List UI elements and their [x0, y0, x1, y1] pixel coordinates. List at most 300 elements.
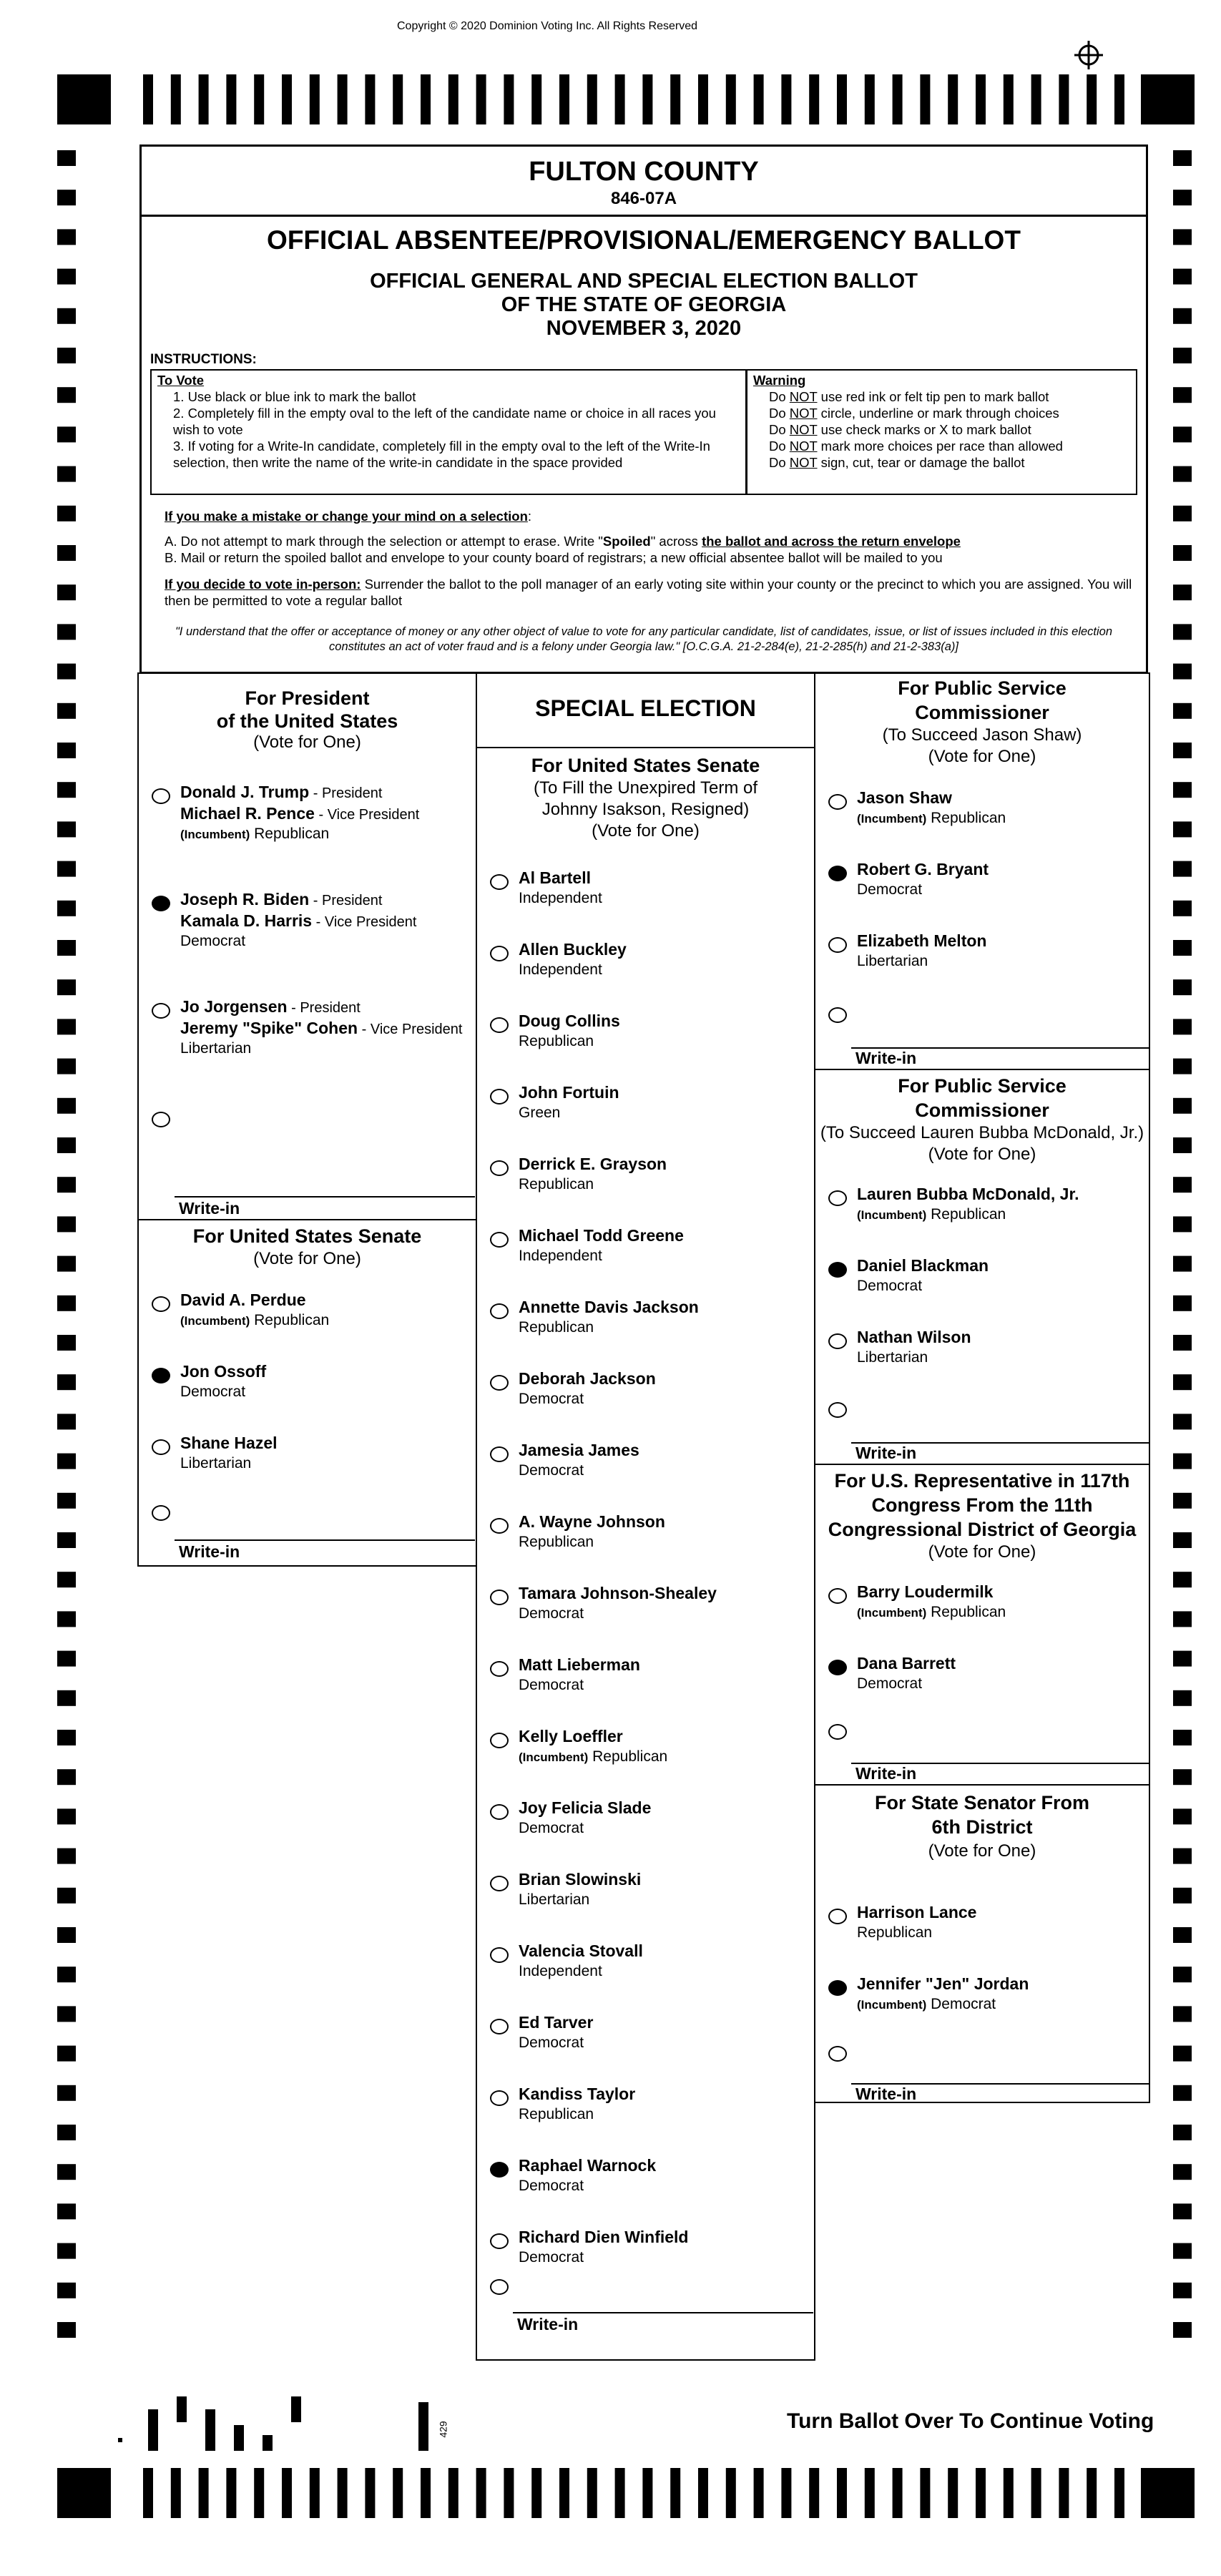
timing-mark	[57, 1611, 76, 1627]
vote-oval[interactable]	[152, 1296, 170, 1312]
candidate-party: Libertarian	[180, 1455, 252, 1471]
timing-mark	[421, 74, 431, 124]
candidate-party: Republican	[519, 1033, 594, 1049]
timing-mark	[1173, 782, 1192, 798]
candidate-name: Lauren Bubba McDonald, Jr.	[857, 1185, 1079, 1203]
timing-mark	[1173, 2046, 1192, 2062]
candidate-party: Democrat	[857, 881, 923, 898]
candidate-name: Jason Shaw	[857, 788, 952, 807]
timing-mark	[282, 74, 292, 124]
vote-oval[interactable]	[490, 1590, 509, 1605]
timing-mark	[1173, 1216, 1192, 1232]
vote-oval[interactable]	[490, 1876, 509, 1891]
candidate-party: Libertarian	[857, 953, 928, 969]
timing-mark	[57, 1572, 76, 1587]
timing-mark	[57, 1059, 76, 1074]
timing-mark	[1173, 1572, 1192, 1587]
timing-mark	[1031, 2468, 1041, 2518]
timing-mark	[1173, 1651, 1192, 1667]
timing-mark	[809, 2468, 819, 2518]
timing-mark	[57, 901, 76, 916]
candidate-row	[828, 1256, 1143, 1306]
timing-mark	[1173, 1730, 1192, 1745]
candidate-party: Democrat	[519, 2034, 584, 2051]
special-senate-sub-1: (To Fill the Unexpired Term of	[533, 778, 757, 798]
timing-mark	[726, 2468, 736, 2518]
write-in-oval[interactable]	[152, 1505, 170, 1521]
candidate-party: Libertarian	[519, 1891, 590, 1908]
timing-mark	[1173, 1256, 1192, 1272]
ballot-header	[139, 145, 1148, 674]
timing-mark	[1173, 940, 1192, 956]
running-mate-name: Michael R. Pence	[180, 804, 315, 823]
timing-mark	[1173, 703, 1192, 719]
write-in-label: Write-in	[855, 2085, 917, 2103]
candidate-row	[490, 1870, 805, 1920]
vote-oval[interactable]	[828, 1909, 847, 1924]
timing-mark	[754, 74, 764, 124]
timing-mark	[57, 2164, 76, 2180]
timing-mark	[57, 1335, 76, 1351]
vote-oval[interactable]	[828, 866, 847, 881]
timing-mark	[57, 1177, 76, 1192]
timing-mark	[57, 979, 76, 995]
timing-mark	[57, 584, 76, 600]
timing-mark	[338, 2468, 348, 2518]
right-timing-marks	[1173, 150, 1192, 2368]
timing-mark	[57, 150, 76, 166]
timing-mark	[57, 1374, 76, 1390]
vote-oval[interactable]	[490, 1947, 509, 1963]
write-in-label: Write-in	[517, 2315, 579, 2333]
candidate-party: (Incumbent) Republican	[180, 826, 330, 842]
candidate-party: Independent	[519, 961, 602, 978]
candidate-name: Nathan Wilson	[857, 1328, 971, 1346]
timing-mark	[1173, 1374, 1192, 1390]
candidate-name: Barry Loudermilk	[857, 1582, 994, 1601]
candidate-row	[828, 1654, 1143, 1704]
timing-mark	[948, 2468, 958, 2518]
candidate-name: Brian Slowinski	[519, 1870, 642, 1889]
timing-mark	[1173, 545, 1192, 561]
candidate-name: David A. Perdue	[180, 1291, 306, 1309]
candidate-row	[490, 1584, 805, 1634]
vote-oval[interactable]	[828, 1660, 847, 1675]
timing-mark	[893, 2468, 903, 2518]
timing-mark	[365, 2468, 375, 2518]
candidate-party: Democrat	[519, 1605, 584, 1622]
write-in-oval[interactable]	[828, 2046, 847, 2062]
timing-mark	[1173, 229, 1192, 245]
timing-mark	[976, 74, 986, 124]
timing-mark	[976, 2468, 986, 2518]
psc1-title-2: Commissioner	[915, 702, 1049, 723]
timing-mark	[143, 74, 153, 124]
to-vote-step-1: 1. Use black or blue ink to mark the ballot	[173, 389, 416, 404]
timing-mark	[1173, 1296, 1192, 1311]
timing-mark	[1173, 1098, 1192, 1114]
mistake-heading: If you make a mistake or change your mind on a selection	[165, 509, 528, 524]
write-in-oval[interactable]	[828, 1007, 847, 1023]
timing-mark	[1173, 624, 1192, 640]
candidate-party: Libertarian	[857, 1349, 928, 1366]
timing-mark	[57, 545, 76, 561]
candidate-name: Deborah Jackson	[519, 1369, 656, 1388]
candidate-row	[828, 1903, 1143, 1953]
timing-mark	[559, 2468, 569, 2518]
vote-oval[interactable]	[152, 1003, 170, 1019]
vote-oval[interactable]	[490, 2019, 509, 2034]
timing-mark	[1173, 1769, 1192, 1785]
timing-mark	[57, 2085, 76, 2101]
warning-item: Do NOT mark more choices per race than allowed	[769, 439, 1063, 454]
write-in-label: Write-in	[855, 1049, 917, 1067]
write-in-label: Write-in	[179, 1199, 240, 1218]
timing-mark	[57, 624, 76, 640]
candidate-row	[828, 1974, 1143, 2024]
candidate-party: Republican	[519, 2106, 594, 2122]
timing-mark	[57, 1493, 76, 1509]
timing-mark	[1173, 901, 1192, 916]
rep-vote-for: (Vote for One)	[928, 1542, 1036, 1562]
candidate-party: Independent	[519, 1248, 602, 1264]
timing-mark	[1114, 2468, 1124, 2518]
candidate-row	[490, 1941, 805, 1992]
mistake-step-b: B. Mail or return the spoiled ballot and envelope to your county board of registrars; a new official absentee ballot will be mailed to you	[165, 550, 943, 565]
candidate-row	[490, 1727, 805, 1777]
timing-mark	[837, 2468, 847, 2518]
timing-mark	[920, 74, 930, 124]
candidate-row	[490, 1655, 805, 1705]
timing-mark	[1173, 1059, 1192, 1074]
vote-oval[interactable]	[490, 1733, 509, 1748]
timing-mark	[531, 74, 541, 124]
timing-mark	[1173, 426, 1192, 442]
candidate-name: Elizabeth Melton	[857, 931, 987, 950]
timing-mark	[57, 1454, 76, 1469]
write-in-label: Write-in	[179, 1542, 240, 1561]
timing-mark	[57, 1098, 76, 1114]
write-in-oval[interactable]	[490, 2279, 509, 2295]
write-in-oval[interactable]	[152, 1112, 170, 1127]
timing-mark	[1173, 1967, 1192, 1982]
psc2-vote-for: (Vote for One)	[928, 1145, 1036, 1164]
timing-mark	[615, 74, 625, 124]
candidate-party: Democrat	[519, 1820, 584, 1836]
candidate-party: Independent	[519, 1963, 602, 1979]
vote-oval[interactable]	[490, 1160, 509, 1176]
write-in-oval[interactable]	[828, 1724, 847, 1740]
senate-vote-for: (Vote for One)	[253, 1249, 361, 1268]
legal-notice: "I understand that the offer or acceptance of money or any other object of value to vote for any particular candidate, list of candidates, issue, or list of issues included in this election constitutes an act of voter fraud and is a felony under Georgia law." [O.C.G.A. 21-2-284(e), 21-2-285(h) and 21-2-383(a)]	[175, 625, 1113, 653]
vote-oval[interactable]	[828, 1588, 847, 1604]
vote-oval[interactable]	[490, 1303, 509, 1319]
timing-mark	[587, 2468, 597, 2518]
timing-mark	[57, 1730, 76, 1745]
candidate-party: (Incumbent) Republican	[857, 810, 1006, 826]
senate-title: For United States Senate	[192, 1225, 422, 1247]
candidate-row	[490, 868, 805, 919]
warning-item: Do NOT sign, cut, tear or damage the ballot	[769, 455, 1025, 470]
timing-mark	[1173, 1414, 1192, 1429]
candidate-row	[152, 1362, 466, 1412]
candidate-row	[490, 1798, 805, 1848]
president-vote-for: (Vote for One)	[253, 733, 361, 752]
timing-mark	[57, 1967, 76, 1982]
election-date: NOVEMBER 3, 2020	[546, 317, 742, 340]
timing-mark	[57, 1296, 76, 1311]
right-contest-column	[814, 672, 1150, 2103]
state-senate-title-1: For State Senator From	[874, 1792, 1090, 1813]
candidate-name: Ed Tarver	[519, 2013, 594, 2032]
psc2-title-1: For Public Service	[898, 1075, 1066, 1097]
state-senate-title-2: 6th District	[931, 1816, 1033, 1838]
vote-oval[interactable]	[152, 788, 170, 804]
timing-mark	[57, 1414, 76, 1429]
timing-mark	[587, 74, 597, 124]
ballot-subtitle-2: OF THE STATE OF GEORGIA	[501, 293, 787, 316]
timing-mark	[559, 74, 569, 124]
timing-mark	[531, 2468, 541, 2518]
vote-oval[interactable]	[490, 1375, 509, 1391]
timing-mark	[1173, 1454, 1192, 1469]
timing-mark	[57, 1769, 76, 1785]
timing-mark	[57, 2243, 76, 2259]
timing-mark	[670, 2468, 680, 2518]
candidate-party: (Incumbent) Democrat	[857, 1996, 996, 2012]
vote-oval[interactable]	[490, 2162, 509, 2178]
write-in-oval[interactable]	[828, 1402, 847, 1418]
vote-oval[interactable]	[490, 2090, 509, 2106]
timing-mark	[57, 2006, 76, 2022]
psc2-title-2: Commissioner	[915, 1100, 1049, 1121]
timing-mark	[1173, 2203, 1192, 2219]
candidate-name: Doug Collins	[519, 1012, 620, 1030]
timing-mark	[1141, 2468, 1195, 2518]
candidate-party: (Incumbent) Republican	[180, 1312, 330, 1328]
candidate-name: Kandiss Taylor	[519, 2085, 636, 2103]
running-mate-name: Kamala D. Harris	[180, 911, 313, 930]
timing-mark	[171, 74, 181, 124]
ballot-type: OFFICIAL ABSENTEE/PROVISIONAL/EMERGENCY BALLOT	[267, 225, 1021, 255]
vote-oval[interactable]	[828, 1190, 847, 1206]
timing-mark	[754, 2468, 764, 2518]
vote-oval[interactable]	[828, 1980, 847, 1996]
candidate-name: Allen Buckley	[519, 940, 627, 959]
vote-oval[interactable]	[490, 1089, 509, 1105]
candidate-party: Democrat	[519, 2178, 584, 2194]
timing-mark	[365, 74, 375, 124]
vote-oval[interactable]	[490, 874, 509, 890]
candidate-party: (Incumbent) Republican	[857, 1604, 1006, 1620]
timing-mark	[57, 269, 76, 285]
timing-mark	[809, 74, 819, 124]
timing-mark	[57, 1256, 76, 1272]
vote-oval[interactable]	[152, 896, 170, 911]
timing-mark	[57, 743, 76, 758]
candidate-row: Jo Jorgensen - President Jeremy "Spike" Cohen - Vice President Libertarian	[152, 997, 474, 1069]
timing-mark	[57, 1690, 76, 1706]
candidate-party: Democrat	[857, 1278, 923, 1294]
candidate-name: Derrick E. Grayson	[519, 1155, 667, 1173]
candidate-name: Michael Todd Greene	[519, 1226, 684, 1245]
candidate-row	[490, 1298, 805, 1348]
candidate-row	[828, 931, 1143, 981]
psc1-sub: (To Succeed Jason Shaw)	[882, 725, 1082, 745]
copyright-notice: Copyright © 2020 Dominion Voting Inc. All Rights Reserved	[396, 20, 697, 32]
timing-mark	[57, 861, 76, 877]
timing-mark	[57, 1848, 76, 1864]
timing-mark	[1173, 1927, 1192, 1943]
ballot-code: 846-07A	[610, 189, 677, 208]
warning-item: Do NOT circle, underline or mark through choices	[769, 406, 1059, 421]
warning-list	[747, 371, 1136, 494]
timing-mark	[865, 74, 875, 124]
candidate-name: Richard Dien Winfield	[519, 2228, 689, 2246]
vote-oval[interactable]	[828, 937, 847, 953]
vote-oval[interactable]	[828, 794, 847, 810]
timing-mark	[57, 2468, 111, 2518]
timing-mark	[1173, 1888, 1192, 1904]
candidate-name: Joseph R. Biden	[180, 890, 310, 909]
vote-oval[interactable]	[828, 1333, 847, 1349]
timing-mark	[504, 74, 514, 124]
candidate-name: Kelly Loeffler	[519, 1727, 623, 1745]
timing-mark	[1173, 2243, 1192, 2259]
top-timing-marks	[57, 74, 1195, 124]
timing-mark	[865, 2468, 875, 2518]
running-mate-name: Jeremy "Spike" Cohen	[180, 1019, 358, 1037]
timing-mark	[282, 2468, 292, 2518]
rep-title-1: For U.S. Representative in 117th	[834, 1470, 1130, 1492]
timing-mark	[57, 940, 76, 956]
barcode-number: 429	[437, 2421, 449, 2438]
timing-mark	[57, 2203, 76, 2219]
candidate-party: Democrat	[519, 1462, 584, 1479]
timing-mark	[1173, 387, 1192, 403]
timing-mark	[448, 74, 459, 124]
timing-mark	[1173, 861, 1192, 877]
timing-mark	[1173, 466, 1192, 482]
write-in-label: Write-in	[855, 1444, 917, 1462]
candidate-row	[490, 1512, 805, 1562]
candidate-row	[490, 1369, 805, 1419]
timing-mark	[143, 2468, 153, 2518]
timing-mark	[57, 1137, 76, 1153]
vote-oval[interactable]	[490, 1661, 509, 1677]
timing-mark	[504, 2468, 514, 2518]
timing-mark	[837, 74, 847, 124]
special-election-title: SPECIAL ELECTION	[535, 695, 756, 721]
vote-oval[interactable]	[490, 1446, 509, 1462]
candidate-party: Democrat	[519, 2249, 584, 2266]
rep-title-2: Congress From the 11th	[871, 1494, 1093, 1516]
timing-mark	[171, 2468, 181, 2518]
timing-mark	[57, 2322, 76, 2338]
timing-mark	[57, 74, 111, 124]
timing-mark	[1173, 506, 1192, 521]
timing-mark	[615, 2468, 625, 2518]
vote-oval[interactable]	[152, 1439, 170, 1455]
instructions-box	[150, 369, 1137, 495]
left-timing-marks	[57, 150, 76, 2368]
vote-oval[interactable]	[152, 1368, 170, 1384]
timing-mark	[57, 348, 76, 363]
mistake-instructions: If you make a mistake or change your mind on a selection: A. Do not attempt to mark through the selection or attempt to erase. Write "Spoiled" across the ballot and across the return envelope B. Mail or return the spoiled ballot and envelope to your county board of registrars; a new official absentee ballot will be mailed to you If you decide to vote in-person: Surrender the ballot to the poll manager of an early voting site within your county or the precinct to which you are assigned. You will then be permitted to vote a regular ballot	[165, 508, 1137, 609]
special-senate-vote-for: (Vote for One)	[592, 821, 700, 841]
timing-mark	[1031, 74, 1041, 124]
timing-mark	[1059, 74, 1069, 124]
timing-mark	[254, 74, 264, 124]
vote-oval[interactable]	[828, 1262, 847, 1278]
candidate-row	[490, 940, 805, 990]
candidate-party: Democrat	[180, 1384, 246, 1400]
registration-target-icon	[1073, 39, 1104, 71]
psc1-title-1: For Public Service	[898, 677, 1066, 699]
ballot-subtitle-1: OFFICIAL GENERAL AND SPECIAL ELECTION BALLOT	[370, 270, 918, 293]
timing-mark	[920, 2468, 930, 2518]
candidate-party: Democrat	[857, 1675, 923, 1692]
president-title-2: of the United States	[216, 710, 398, 732]
vote-oval[interactable]	[490, 1232, 509, 1248]
timing-mark	[1087, 2468, 1097, 2518]
to-vote-instructions	[152, 371, 747, 494]
special-senate-sub-2: Johnny Isakson, Resigned)	[541, 800, 750, 819]
candidate-row	[490, 2085, 805, 2135]
candidate-party: Green	[519, 1105, 561, 1121]
special-senate-title: For United States Senate	[531, 755, 760, 776]
candidate-name: A. Wayne Johnson	[519, 1512, 665, 1531]
candidate-name: Joy Felicia Slade	[519, 1798, 652, 1817]
candidate-row	[490, 1083, 805, 1133]
timing-mark	[57, 1651, 76, 1667]
timing-mark	[1173, 2322, 1192, 2338]
timing-mark	[1173, 664, 1192, 680]
vote-oval[interactable]	[490, 2233, 509, 2249]
candidate-name: Tamara Johnson-Shealey	[519, 1584, 717, 1602]
timing-mark	[1173, 1335, 1192, 1351]
candidate-row	[828, 1582, 1143, 1632]
candidate-name: Robert G. Bryant	[857, 860, 989, 878]
candidate-party: Independent	[519, 890, 602, 906]
candidate-row	[490, 1155, 805, 1205]
timing-mark	[948, 74, 958, 124]
timing-mark	[1173, 2125, 1192, 2140]
timing-mark	[421, 2468, 431, 2518]
candidate-name: Al Bartell	[519, 868, 591, 887]
ballot-code-marks	[111, 2396, 454, 2455]
warning-item: Do NOT use red ink or felt tip pen to mark ballot	[769, 389, 1049, 404]
candidate-row	[828, 1185, 1143, 1235]
to-vote-heading: To Vote	[157, 373, 205, 388]
vote-oval[interactable]	[490, 1518, 509, 1534]
timing-mark	[57, 426, 76, 442]
president-title-1: For President	[245, 687, 370, 709]
candidate-name: Raphael Warnock	[519, 2156, 657, 2175]
candidate-name: Jamesia James	[519, 1441, 639, 1459]
vote-oval[interactable]	[490, 1017, 509, 1033]
vote-oval[interactable]	[490, 1804, 509, 1820]
warning-item: Do NOT use check marks or X to mark ballot	[769, 422, 1031, 437]
timing-mark	[1173, 2283, 1192, 2298]
candidate-party: Republican	[519, 1319, 594, 1336]
timing-mark	[57, 782, 76, 798]
candidate-name: Shane Hazel	[180, 1434, 278, 1452]
candidate-row	[490, 1441, 805, 1491]
timing-mark	[1173, 1808, 1192, 1824]
vote-oval[interactable]	[490, 946, 509, 961]
candidate-row	[828, 1328, 1143, 1378]
